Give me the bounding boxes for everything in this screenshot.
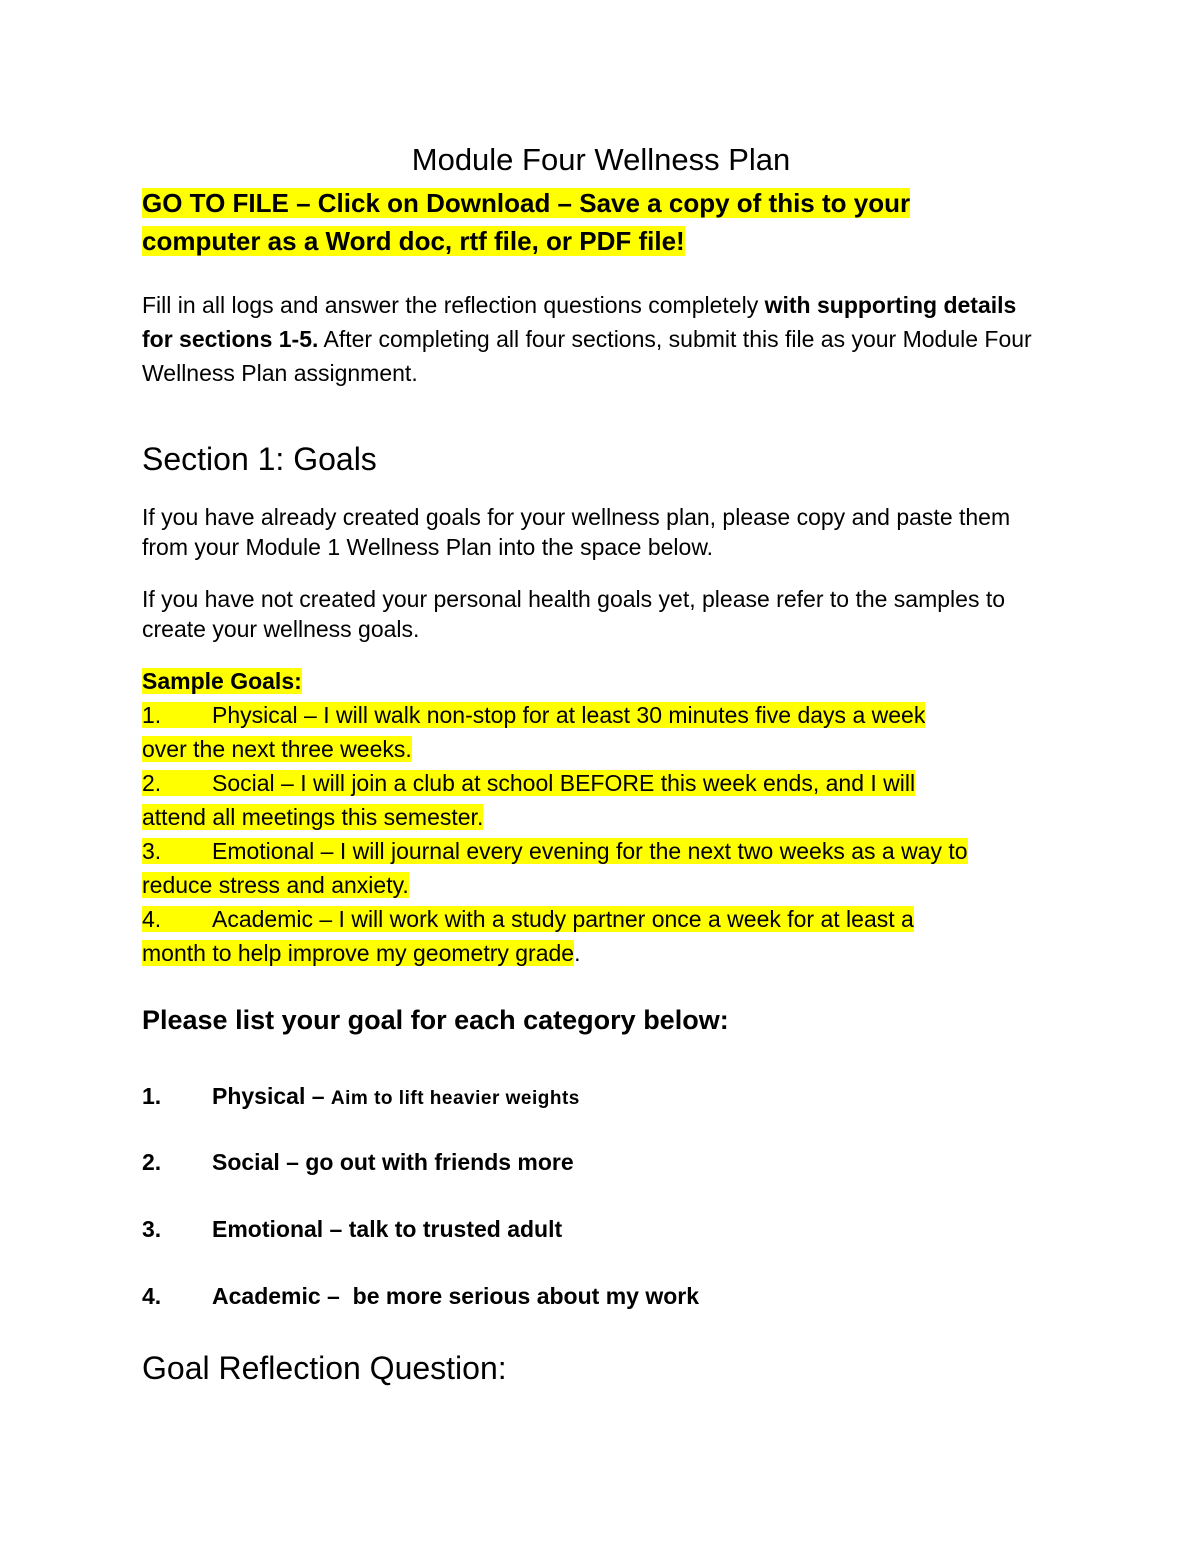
goal-reflection-heading: Goal Reflection Question: (142, 1350, 507, 1386)
goal-emotional-answer: talk to trusted adult (348, 1216, 563, 1242)
sample-goal-1: 1. Physical – I will walk non-stop for at least 30 minutes five days a week over the next three weeks. (142, 702, 926, 762)
goal-physical-answer: Aim to lift heavier weights (330, 1088, 580, 1109)
sample-goal-2: 2. Social – I will join a club at school BEFORE this week ends, and I will attend all meetings this semester. (142, 770, 916, 830)
instructions-text-1: Fill in all logs and answer the reflection questions completely (142, 292, 765, 318)
sample-goal-4: 4. Academic – I will work with a study partner once a week for at least a month to help improve my geometry grade. (142, 906, 914, 966)
instructions-text-2: After completing all four sections, submit this file as your Module Four Wellness Plan assignment. (142, 326, 1032, 386)
goal-academic-answer: be more serious about my work (352, 1283, 700, 1309)
document-title: Module Four Wellness Plan (411, 142, 791, 177)
goal-social: 2. Social – go out with friends more (142, 1149, 574, 1175)
goal-physical: 1. Physical – Aim to lift heavier weights (142, 1083, 580, 1109)
notice-line-2: computer as a Word doc, rtf file, or PDF file! (142, 226, 685, 256)
notice-line-1: GO TO FILE – Click on Download – Save a copy of this to your (142, 188, 911, 218)
section-1-heading: Section 1: Goals (142, 441, 377, 477)
section-1-para-1: If you have already created goals for your wellness plan, please copy and paste them from your Module 1 Wellness Plan into the space below. (142, 504, 1011, 560)
sample-goals-label: Sample Goals: (142, 668, 302, 694)
sample-goal-3: 3. Emotional – I will journal every evening for the next two weeks as a way to reduce stress and anxiety. (142, 838, 968, 898)
sample-goals (142, 664, 1060, 970)
goal-emotional: 3. Emotional – talk to trusted adult (142, 1216, 563, 1242)
goal-social-answer: go out with friends more (305, 1149, 574, 1175)
section-1-para-2: If you have not created your personal health goals yet, please refer to the samples to create your wellness goals. (142, 586, 1006, 642)
instructions-paragraph (142, 288, 1042, 390)
goal-academic: 4. Academic – be more serious about my work (142, 1283, 700, 1309)
download-notice (142, 184, 1060, 260)
goal-list-prompt: Please list your goal for each category below: (142, 1005, 729, 1035)
instructions-bold: with supporting details for sections 1-5. (142, 292, 1017, 352)
